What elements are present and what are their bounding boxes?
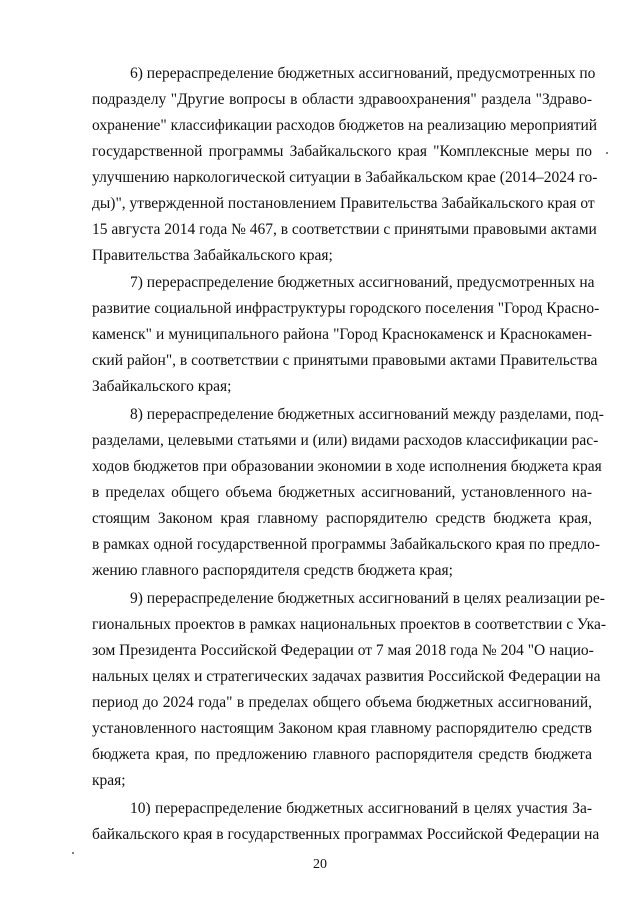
text-line: в пределах общего объема бюджетных ассигнований, установленного на- xyxy=(92,484,592,501)
text-line: нальных целях и стратегических задачах развития Российской Федерации на xyxy=(92,668,601,685)
text-line: края; xyxy=(92,772,126,789)
text-line: государственной программы Забайкальского края "Комплексные меры по xyxy=(92,143,592,160)
text-line: Правительства Забайкальского края; xyxy=(92,247,333,264)
text-line: 10) перераспределение бюджетных ассигнований в целях участия За- xyxy=(130,800,592,817)
scan-speck xyxy=(606,152,608,154)
text-line: охранение" классификации расходов бюджетов на реализацию мероприятий xyxy=(92,117,598,134)
text-line: байкальского края в государственных программах Российской Федерации на xyxy=(92,826,600,843)
text-line: 7) перераспределение бюджетных ассигнований, предусмотренных на xyxy=(130,274,595,291)
text-line: стоящим Законом края главному распорядителю средств бюджета края, xyxy=(92,510,592,527)
text-line: подразделу "Другие вопросы в области здравоохранения" раздела "Здраво- xyxy=(92,91,592,108)
text-line: Забайкальского края; xyxy=(92,378,232,395)
text-line: период до 2024 года" в пределах общего объема бюджетных ассигнований, xyxy=(92,694,592,711)
text-line: развитие социальной инфраструктуры городского поселения "Город Красно- xyxy=(92,300,600,317)
text-line: разделами, целевыми статьями и (или) видами расходов классификации рас- xyxy=(92,432,599,449)
text-line: гиональных проектов в рамках национальных проектов в соответствии с Ука- xyxy=(92,616,607,633)
text-line: 15 августа 2014 года № 467, в соответствии с принятыми правовыми актами xyxy=(92,221,597,238)
text-line: 9) перераспределение бюджетных ассигнований в целях реализации ре- xyxy=(130,590,605,607)
text-line: 8) перераспределение бюджетных ассигнований между разделами, под- xyxy=(130,406,604,423)
text-line: ходов бюджетов при образовании экономии в ходе исполнения бюджета края xyxy=(92,458,602,475)
text-line: каменск" и муниципального района "Город Краснокаменск и Краснокамен- xyxy=(92,326,592,343)
text-line: улучшению наркологической ситуации в Забайкальском крае (2014–2024 го- xyxy=(92,169,598,186)
text-line: 6) перераспределение бюджетных ассигнований, предусмотренных по xyxy=(130,65,596,82)
text-line: в рамках одной государственной программы Забайкальского края по предло- xyxy=(92,536,600,553)
page-number: 20 xyxy=(313,857,327,872)
text-line: бюджета края, по предложению главного распорядителя средств бюджета xyxy=(92,746,592,763)
scan-speck xyxy=(72,852,74,854)
text-line: жению главного распорядителя средств бюджета края; xyxy=(92,562,453,579)
text-line: установленного настоящим Законом края главному распорядителю средств xyxy=(92,720,592,737)
text-line: зом Президента Российской Федерации от 7 мая 2018 года № 204 "О нацио- xyxy=(92,642,594,659)
text-line: ский район", в соответствии с принятыми правовыми актами Правительства xyxy=(92,352,598,369)
text-line: ды)", утвержденной постановлением Правительства Забайкальского края от xyxy=(92,195,595,212)
